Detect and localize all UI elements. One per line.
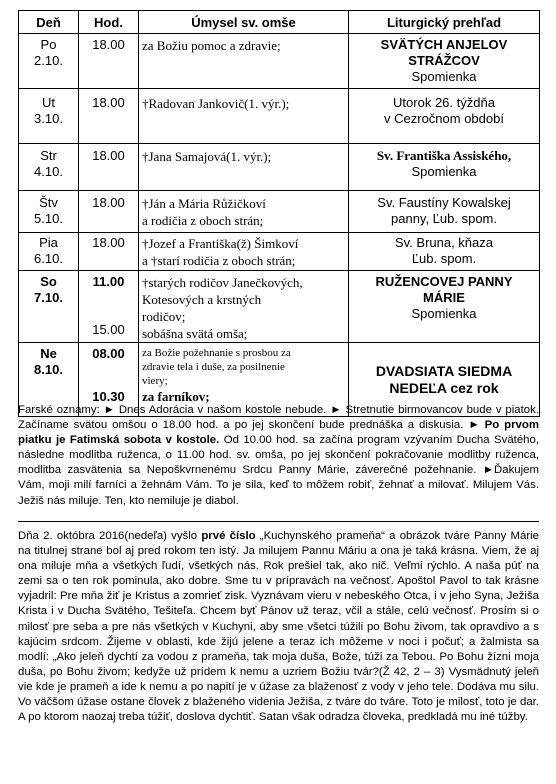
liturgy-feast: Sv. Faustíny Kowalskej	[377, 195, 511, 210]
header-day: Deň	[19, 11, 79, 34]
intention-cell	[139, 271, 349, 343]
intention-cell	[139, 144, 349, 191]
liturgy-rank: panny, Ľub. spom.	[391, 211, 497, 226]
mass-time-2: 10.30	[92, 389, 125, 404]
mass-schedule-table	[18, 10, 540, 417]
mass-time: 11.00	[92, 274, 125, 289]
intention-text: †Jana Samajová(1. výr.);	[142, 149, 272, 164]
day-name: Str	[40, 148, 57, 163]
divider	[18, 521, 539, 522]
liturgy-cell	[349, 144, 540, 191]
article-highlight: prvé číslo	[201, 530, 256, 542]
liturgy-feast-2: STRÁŽCOV	[408, 53, 480, 68]
article-text: Dňa 2. októbra 2016(nedeľa) vyšlo	[18, 530, 202, 542]
day-cell	[19, 271, 79, 343]
intention-text-3: viery;	[142, 375, 168, 387]
intention-text-3: rodičov;	[142, 309, 186, 324]
table-header-row	[19, 11, 540, 34]
intention-text: za Božiu pomoc a zdravie;	[142, 38, 281, 53]
notice-text: Farské oznamy: ► Dnes Adorácia v našom kostole nebude. ► Stretnutie birmovancov bude v piatok. Začíname svätou omšou o 18.00 hod. a po jej skončení bude prednáška a diskusia.	[18, 404, 539, 432]
day-date: 7.10.	[34, 290, 63, 305]
liturgy-feast: SVÄTÝCH ANJELOV	[380, 37, 508, 52]
hour-cell	[79, 34, 139, 89]
liturgy-cell	[349, 271, 540, 343]
day-cell	[19, 144, 79, 191]
day-date: 3.10.	[34, 111, 63, 126]
day-cell	[19, 233, 79, 271]
liturgy-feast: Sv. Františka Assiského,	[376, 148, 512, 163]
article	[18, 529, 539, 725]
table-row	[19, 233, 540, 271]
notice-text-2: Od 10.00 hod. sa začína program vzývaním Ducha Svätého, následne modlitba ruženca, o 11.00 hod. sv. omša, po jej skončení pokračovanie modlitby ruženca, modlitba zasvätenia sa Nepoškvrnenému Srdcu Panny Márie, záverečné požehnanie. ►Ďakujem Vám, moji milí farníci a žehnám Vám. To je sila, keď to môžem robiť, žehnať a milovať. Milujem Vás. Ježiš nás miluje. Ten, kto nemiluje je diabol.	[18, 434, 539, 507]
hour-cell	[79, 89, 139, 144]
liturgy-feast-2: NEDEĽA cez rok	[389, 379, 499, 396]
header-hour: Hod.	[79, 11, 139, 34]
intention-text-2: a †starí rodičia z oboch strán;	[142, 253, 296, 268]
liturgy-rank: Ľub. spom.	[411, 251, 477, 266]
intention-text-2: Kotesových a krstných	[142, 292, 262, 307]
parish-notices	[18, 403, 539, 509]
mass-time: 18.00	[92, 148, 125, 163]
day-name: Ne	[40, 346, 57, 361]
day-cell	[19, 191, 79, 233]
mass-time: 18.00	[92, 95, 125, 110]
day-name: Pia	[39, 235, 58, 250]
intention-text-4: za farníkov;	[142, 389, 210, 404]
table-row	[19, 271, 540, 343]
liturgy-feast-2: MÁRIE	[423, 290, 465, 305]
intention-text: za Božie požehnanie s prosbou za	[142, 347, 291, 359]
day-date: 8.10.	[34, 362, 63, 377]
hour-cell	[79, 233, 139, 271]
article-text-2: „Kuchynského prameňa“ a obrázok tváre Panny Márie na titulnej strane bol aj pred rokom ten istý. Ja milujem Pannu Máriu a ona je taká krásna. Viem, že aj ona miluje mňa a všetkých ľudí, všetkých nás. Rok prešiel tak, ako nič. Veľmi rýchlo. A naša púť na zemi sa o ten rok pominula, ako dobre. Sme tu v prípravách na večnosť. Apoštol Pavol to tak krásne vyjadril: Pre mňa žiť je Kristus a zomrieť zisk. Vyznávam vieru v nebeského Otca, i v jeho Syna, Ježiša Krista i v Ducha Svätého, Tešiteľa. Chcem byť Pánov už teraz, včil a stále, celú večnosť. Prosím si o milosť pre seba a pre nás všetkých v Kuchyni, aby sme všetci túžili po Bohu živom, tak opravdivo a s kajúcim srdcom. Žijeme v oblasti, kde žijú jelene a teraz ich môžeme v noci i počuť; a žalmista sa modlí: „Ako jeleň dychtí za vodou z prameňa, tak moja duša, Bože, túži za Tebou. Po Bohu žízni moja duša, po Bohu živom; kedyže už prídem k nemu a uzriem Božiu tvár?(Ž 42, 2 – 3) Vysmädnutý jeleň vie kde je prameň a ide k nemu a po napití je v úžase za blaženosť z vody v jeho tele. Dodáva mu silu. Vo väčšom úžase ostane človek z blaženého videnia Ježiša, z tváre do tváre. Toto je milosť, toto je dar. A po ktorom naozaj treba túžiť, doslova dychtiť. Satan však odradza človeka, predkladá mu iné túžby.	[18, 530, 539, 724]
liturgy-cell	[349, 34, 540, 89]
liturgy-cell	[349, 191, 540, 233]
mass-time-2: 15.00	[92, 322, 125, 337]
intention-cell	[139, 89, 349, 144]
table-row	[19, 144, 540, 191]
intention-text: †starých rodičov Janečkových,	[142, 275, 303, 290]
liturgy-cell	[349, 233, 540, 271]
day-date: 4.10.	[34, 164, 63, 179]
table-row	[19, 191, 540, 233]
hour-cell	[79, 271, 139, 343]
liturgy-feast-2: v Cezročnom období	[384, 111, 504, 126]
day-date: 5.10.	[34, 211, 63, 226]
hour-cell	[79, 191, 139, 233]
intention-text: †Ján a Mária Růžičkoví	[142, 196, 266, 211]
intention-text: †Jozef a Františka(ž) Šimkoví	[142, 236, 299, 251]
hour-cell	[79, 144, 139, 191]
liturgy-rank: Spomienka	[411, 306, 477, 321]
mass-time: 18.00	[92, 235, 125, 250]
intention-text: †Radovan Jankovič(1. výr.);	[142, 96, 290, 111]
mass-time: 18.00	[92, 37, 125, 52]
intention-text-2: a rodičia z oboch strán;	[142, 213, 264, 228]
liturgy-feast: RUŽENCOVEJ PANNY	[375, 274, 513, 289]
mass-time: 18.00	[92, 195, 125, 210]
table-row	[19, 89, 540, 144]
day-name: So	[40, 274, 57, 289]
day-cell	[19, 89, 79, 144]
header-intention: Úmysel sv. omše	[139, 11, 349, 34]
day-cell	[19, 34, 79, 89]
day-date: 2.10.	[34, 53, 63, 68]
header-liturgy: Liturgický prehľad	[349, 11, 540, 34]
intention-text-4: sobášna svätá omša;	[142, 326, 248, 341]
day-name: Po	[40, 37, 57, 52]
liturgy-feast: Sv. Bruna, kňaza	[394, 235, 494, 250]
mass-time: 08.00	[92, 346, 125, 361]
liturgy-rank: Spomienka	[411, 69, 477, 84]
liturgy-feast: Utorok 26. týždňa	[393, 95, 495, 110]
day-name: Ut	[42, 95, 55, 110]
day-name: Štv	[39, 195, 58, 210]
liturgy-rank: Spomienka	[411, 164, 477, 179]
intention-cell	[139, 191, 349, 233]
liturgy-feast: DVADSIATA SIEDMA	[375, 362, 513, 379]
intention-text-2: zdravie tela i duše, za posilnenie	[142, 361, 285, 373]
intention-cell	[139, 233, 349, 271]
intention-cell	[139, 34, 349, 89]
day-date: 6.10.	[34, 251, 63, 266]
liturgy-cell	[349, 89, 540, 144]
notice-fatima: ► Po prvom piatku je Fatimská sobota v kostole.	[18, 419, 539, 447]
table-row	[19, 34, 540, 89]
